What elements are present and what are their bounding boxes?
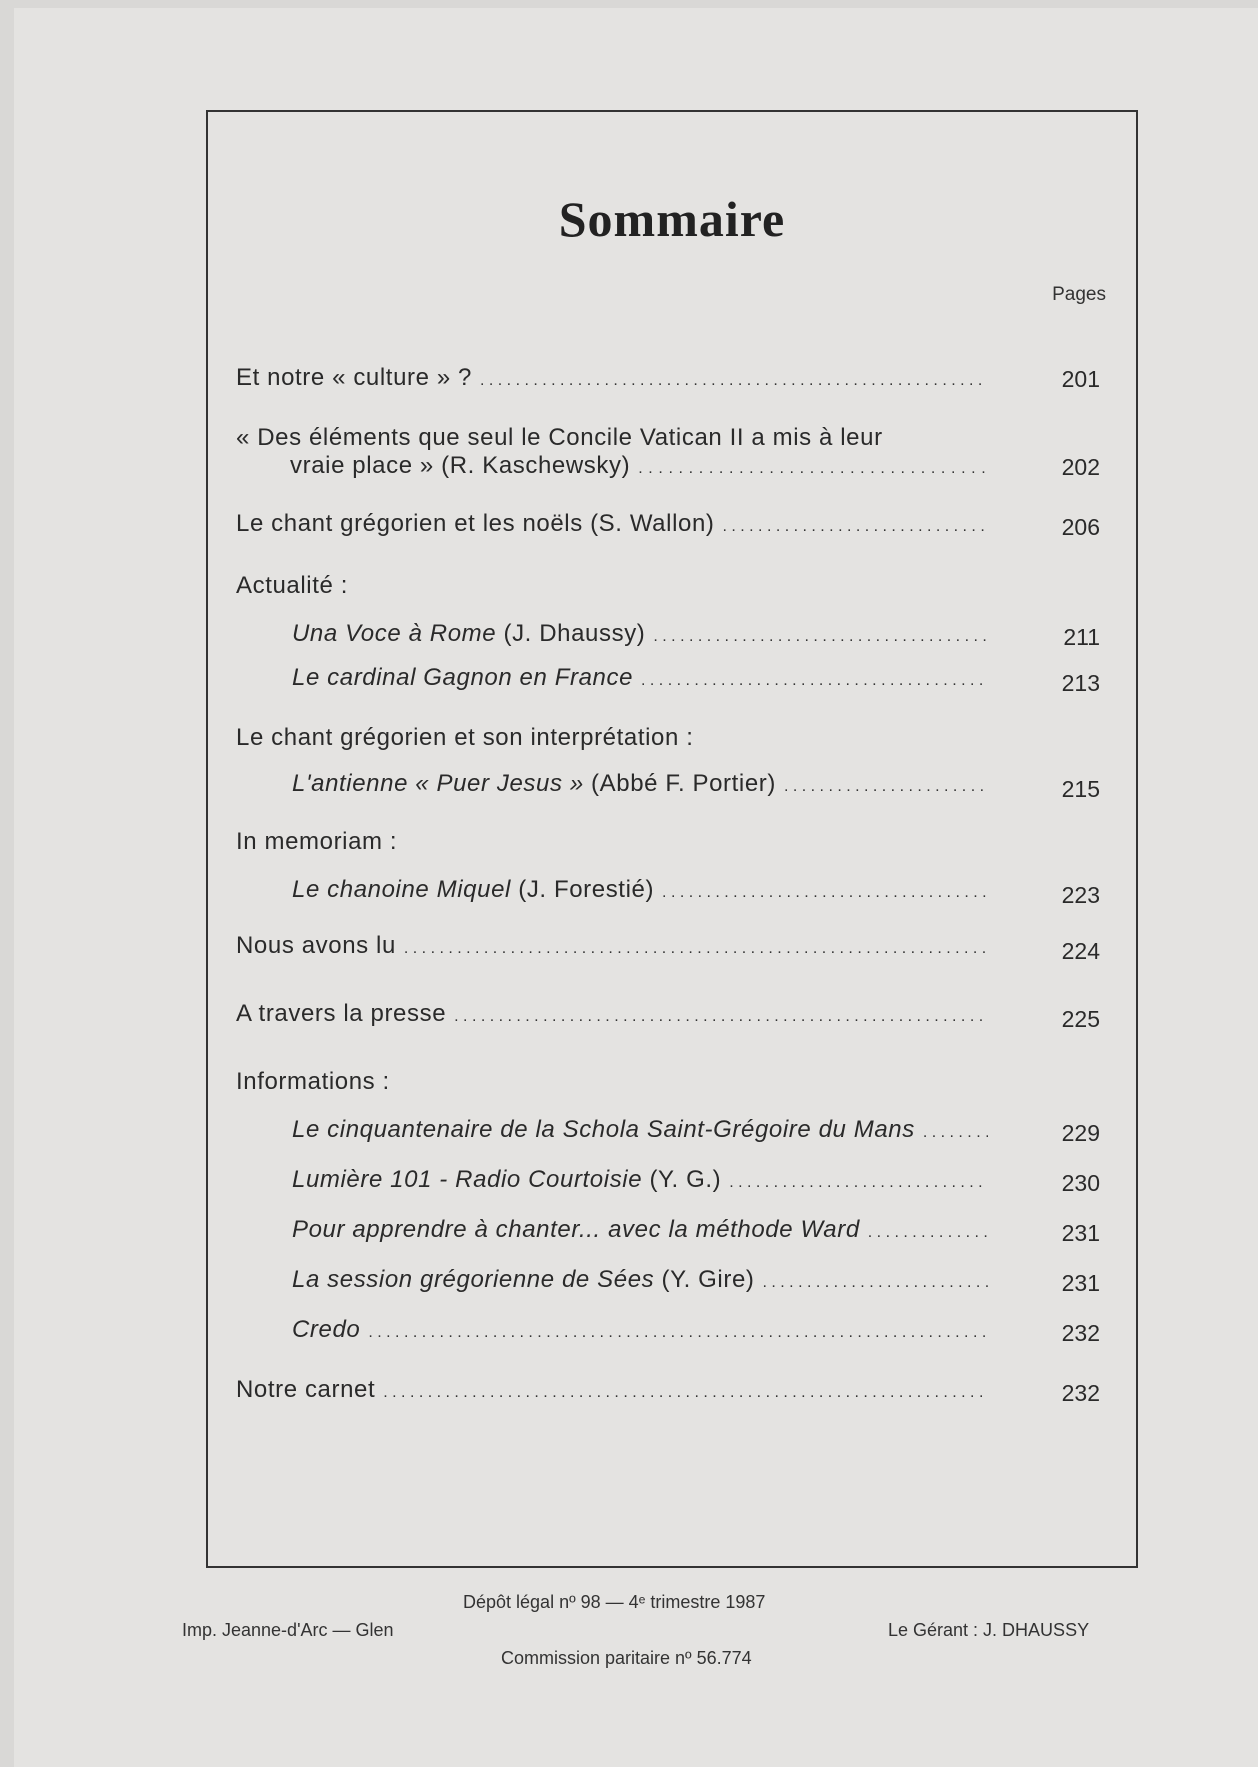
toc-entry xyxy=(292,620,988,648)
toc-entry xyxy=(292,664,988,692)
toc-entry xyxy=(236,1376,988,1404)
toc-entry-page: 224 xyxy=(1061,938,1100,964)
toc-entry xyxy=(292,1316,988,1344)
dot-leader xyxy=(662,876,988,904)
dot-leader xyxy=(868,1216,988,1244)
toc-entry-page: 202 xyxy=(1061,454,1100,480)
page-title: Sommaire xyxy=(558,191,786,247)
toc-entry xyxy=(292,1216,988,1244)
toc-entry-title-line2: vraie place » (R. Kaschewsky) xyxy=(290,452,631,479)
dot-leader xyxy=(653,620,988,648)
toc-entry-page: 230 xyxy=(1061,1170,1100,1196)
toc-entry-page: 231 xyxy=(1061,1220,1100,1246)
toc-entry-title: Pour apprendre à chanter... avec la méthode Ward xyxy=(292,1216,860,1243)
toc-entry-title: Nous avons lu xyxy=(236,932,396,959)
section-heading: Le chant grégorien et son interprétation : xyxy=(236,724,694,751)
dot-leader xyxy=(923,1116,988,1144)
toc-entry-page: 223 xyxy=(1061,882,1100,908)
toc-entry-page: 232 xyxy=(1061,1320,1100,1346)
toc-entry-title: Lumière 101 - Radio Courtoisie xyxy=(292,1166,643,1193)
toc-entry xyxy=(236,364,988,392)
toc-entry-page: 211 xyxy=(1063,624,1100,650)
toc-entry-page: 229 xyxy=(1061,1120,1100,1146)
toc-entry xyxy=(236,932,988,960)
toc-entry xyxy=(236,1000,988,1028)
toc-entry-title: Et notre « culture » ? xyxy=(236,364,472,391)
toc-entry xyxy=(292,876,988,904)
toc-entry-title: Notre carnet xyxy=(236,1376,376,1403)
commission-paritaire: Commission paritaire nº 56.774 xyxy=(501,1648,752,1668)
gerant: Le Gérant : J. DHAUSSY xyxy=(888,1620,1090,1640)
toc-entry xyxy=(292,770,988,798)
section-heading: Actualité : xyxy=(236,572,348,599)
dot-leader xyxy=(722,510,988,538)
toc-entry-title: Una Voce à Rome xyxy=(292,620,497,647)
toc-entry-page: 231 xyxy=(1061,1270,1100,1296)
toc-entry xyxy=(292,1116,988,1144)
toc-entry-title: La session grégorienne de Sées xyxy=(292,1266,655,1293)
dot-leader xyxy=(480,364,988,392)
toc-entry-author: (J. Forestié) xyxy=(510,876,655,903)
depot-legal: Dépôt légal nº 98 — 4ᵉ trimestre 1987 xyxy=(463,1592,766,1612)
pages-column-label: Pages xyxy=(1052,284,1106,305)
toc-entry-author: (Y. G.) xyxy=(642,1166,722,1193)
dot-leader xyxy=(641,664,988,692)
toc-entry-title-line1: « Des éléments que seul le Concile Vatican II a mis à leur xyxy=(236,424,883,451)
dot-leader xyxy=(638,452,988,483)
dot-leader xyxy=(784,770,988,798)
section-heading: Informations : xyxy=(236,1068,390,1095)
dot-leader xyxy=(368,1316,988,1344)
toc-entry-page: 232 xyxy=(1061,1380,1100,1406)
toc-entry-author: (J. Dhaussy) xyxy=(496,620,646,647)
contents-frame xyxy=(206,110,1138,1568)
toc-entry-title: A travers la presse xyxy=(236,1000,447,1027)
section-heading: In memoriam : xyxy=(236,828,398,855)
toc-entry-page: 206 xyxy=(1061,514,1100,540)
toc-entry-author: (Abbé F. Portier) xyxy=(583,770,776,797)
dot-leader xyxy=(383,1376,988,1404)
dot-leader xyxy=(454,1000,988,1028)
toc-entry-title: L'antienne « Puer Jesus » xyxy=(292,770,584,797)
toc-entry-title: Credo xyxy=(292,1316,361,1343)
imprimeur: Imp. Jeanne-d'Arc — Glen xyxy=(182,1620,394,1640)
toc-entry-title: Le cinquantenaire de la Schola Saint-Grégoire du Mans xyxy=(292,1116,915,1143)
dot-leader xyxy=(763,1266,989,1294)
toc-entry-title: Le chant grégorien et les noëls (S. Wallon) xyxy=(236,510,715,537)
dot-leader xyxy=(729,1166,988,1194)
toc-entry xyxy=(236,510,988,538)
page xyxy=(14,8,1258,1767)
dot-leader xyxy=(404,932,988,960)
toc-entry xyxy=(292,1166,988,1194)
toc-entry xyxy=(292,1266,988,1294)
toc-entry xyxy=(236,424,988,483)
toc-entry-page: 225 xyxy=(1061,1006,1100,1032)
toc-entry-author: (Y. Gire) xyxy=(654,1266,755,1293)
toc-entry-page: 201 xyxy=(1061,366,1100,392)
toc-entry-title: Le chanoine Miquel xyxy=(292,876,511,903)
toc-entry-title: Le cardinal Gagnon en France xyxy=(292,664,634,691)
toc-entry-page: 215 xyxy=(1061,776,1100,802)
toc-entry-page: 213 xyxy=(1061,670,1100,696)
